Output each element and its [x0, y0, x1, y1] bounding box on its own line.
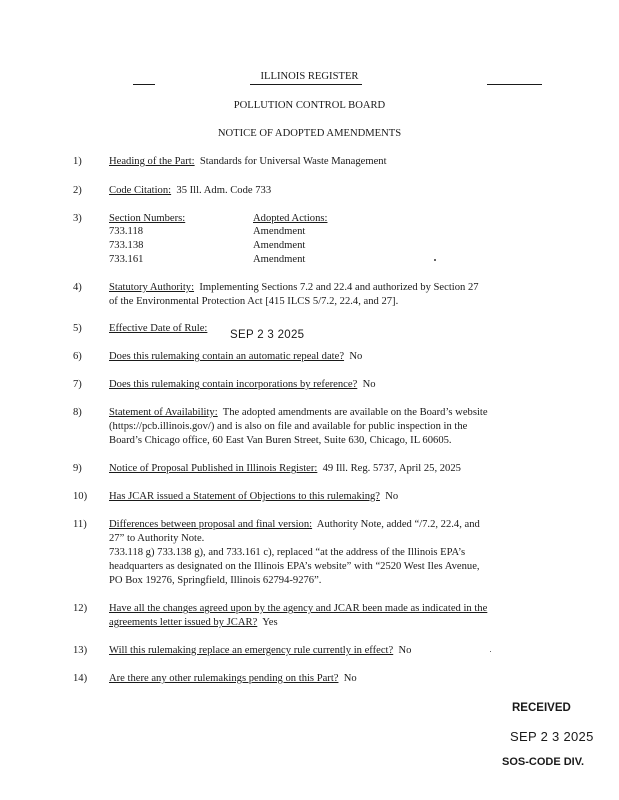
board-title: POLLUTION CONTROL BOARD [233, 100, 386, 111]
received-stamp-date: SEP 2 3 2025 [510, 729, 594, 744]
item-9-value: 49 Ill. Reg. 5737, April 25, 2025 [322, 463, 461, 474]
item-6-label: Does this rulemaking contain an automatic repeal date? [109, 351, 345, 362]
effective-date-stamp: SEP 2 3 2025 [230, 329, 305, 341]
item-11-text-3: 733.118 g) 733.138 g), and 733.161 c), replaced “at the address of the Illinois EPA’s [109, 547, 466, 558]
item-4-label: Statutory Authority: [109, 282, 195, 293]
item-12-number: 12) [73, 603, 88, 614]
register-title: ILLINOIS REGISTER [260, 71, 359, 82]
item-1-number: 1) [73, 156, 82, 167]
action-row-1: Amendment [253, 226, 306, 237]
item-9-line [109, 463, 461, 474]
item-1-value: Standards for Universal Waste Management [199, 156, 387, 167]
item-13-number: 13) [73, 645, 88, 656]
scan-speck-2 [490, 651, 491, 652]
item-7-label: Does this rulemaking contain incorporations by reference? [109, 379, 358, 390]
item-6-line [109, 351, 362, 362]
item-7-line [109, 379, 376, 390]
item-9-label: Notice of Proposal Published in Illinois Register: [109, 463, 318, 474]
item-11-text-5: PO Box 19276, Springfield, Illinois 62794-9276”. [109, 575, 322, 586]
item-2-value: 35 Ill. Adm. Code 733 [176, 185, 272, 196]
item-13-value: No [398, 645, 412, 656]
item-14-label: Are there any other rulemakings pending on this Part? [109, 673, 339, 684]
item-6-number: 6) [73, 351, 82, 362]
item-14-line [109, 673, 357, 684]
item-13-line [109, 645, 411, 656]
item-11-number: 11) [73, 519, 87, 530]
item-11-text-4: headquarters as designated on the Illinois EPA’s website” with “2520 West Iles Avenue, [109, 561, 480, 572]
item-2-label: Code Citation: [109, 185, 172, 196]
item-5-number: 5) [73, 323, 82, 334]
item-4-text-2: of the Environmental Protection Act [415 ILCS 5/7.2, 22.4, and 27]. [109, 296, 399, 307]
item-8-text-1: The adopted amendments are available on the Board’s website [222, 407, 488, 418]
item-5-label: Effective Date of Rule: [109, 323, 208, 334]
item-4-text-1: Implementing Sections 7.2 and 22.4 and authorized by Section 27 [199, 282, 479, 293]
item-11-text-2: 27” to Authority Note. [109, 533, 205, 544]
item-12-line-2 [109, 617, 278, 628]
section-numbers-header: Section Numbers: [109, 213, 186, 224]
section-row-1: 733.118 [109, 226, 144, 237]
item-14-number: 14) [73, 673, 88, 684]
item-1-label: Heading of the Part: [109, 156, 195, 167]
section-row-2: 733.138 [109, 240, 144, 251]
adopted-actions-header: Adopted Actions: [253, 213, 328, 224]
action-row-3: Amendment [253, 254, 306, 265]
item-12-value: Yes [262, 617, 278, 628]
item-14-value: No [343, 673, 357, 684]
item-8-text-3: Board’s Chicago office, 60 East Van Buren Street, Suite 630, Chicago, IL 60605. [109, 435, 452, 446]
item-2-number: 2) [73, 185, 82, 196]
item-8-text-2: (https://pcb.illinois.gov/) and is also on file and available for public inspection in the [109, 421, 468, 432]
header-rule-right [487, 84, 542, 85]
received-stamp-label: RECEIVED [512, 702, 571, 714]
item-11-line-1 [109, 519, 480, 530]
received-stamp-division: SOS-CODE DIV. [502, 756, 585, 768]
item-4-number: 4) [73, 282, 82, 293]
item-12-text-2: agreements letter issued by JCAR? [109, 617, 258, 628]
scan-speck-1 [434, 259, 436, 261]
item-11-label: Differences between proposal and final version: [109, 519, 313, 530]
item-10-label: Has JCAR issued a Statement of Objections to this rulemaking? [109, 491, 380, 502]
item-4-line-1 [109, 282, 479, 293]
header-rule-left [133, 84, 155, 85]
action-row-2: Amendment [253, 240, 306, 251]
item-7-number: 7) [73, 379, 82, 390]
item-9-number: 9) [73, 463, 82, 474]
item-12-text-1: Have all the changes agreed upon by the agency and JCAR been made as indicated in the [109, 603, 488, 614]
item-6-value: No [349, 351, 363, 362]
item-11-text-1: Authority Note, added “/7.2, 22.4, and [316, 519, 480, 530]
item-8-label: Statement of Availability: [109, 407, 218, 418]
header-rule-main [250, 84, 362, 85]
item-2-line [109, 185, 271, 196]
item-7-value: No [362, 379, 376, 390]
item-3-number: 3) [73, 213, 82, 224]
section-row-3: 733.161 [109, 254, 144, 265]
item-13-label: Will this rulemaking replace an emergency rule currently in effect? [109, 645, 394, 656]
item-1-line [109, 156, 387, 167]
item-8-line-1 [109, 407, 488, 418]
item-10-line [109, 491, 398, 502]
notice-title: NOTICE OF ADOPTED AMENDMENTS [217, 128, 402, 139]
item-8-number: 8) [73, 407, 82, 418]
item-10-value: No [385, 491, 399, 502]
item-10-number: 10) [73, 491, 88, 502]
